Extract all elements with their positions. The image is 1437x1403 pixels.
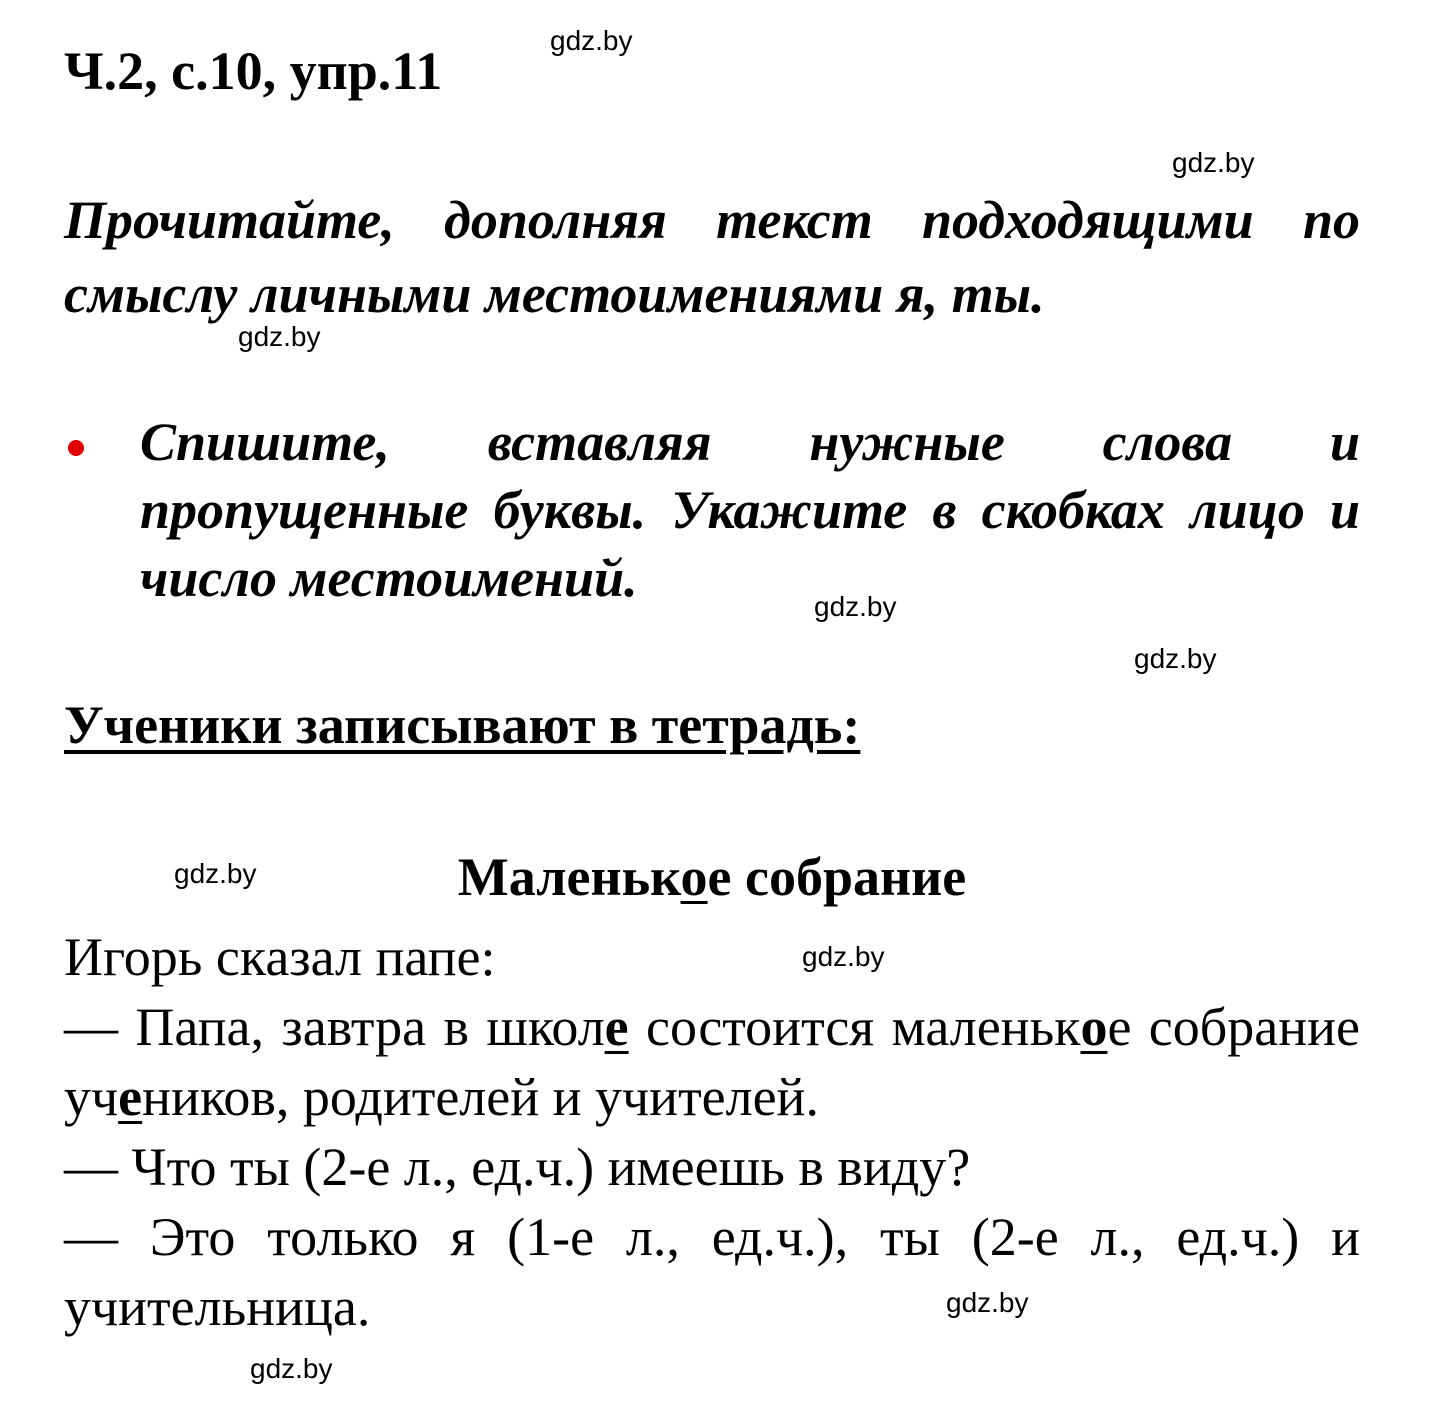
watermark: gdz.by bbox=[946, 1287, 1029, 1318]
watermark: gdz.by bbox=[250, 1353, 333, 1384]
bullet-dot-icon bbox=[68, 440, 84, 456]
task-instruction-read: Прочитайте, дополняя текст подходящими по смыслу личными местоимениями я, ты. bbox=[64, 190, 1360, 324]
watermark: gdz.by bbox=[814, 591, 897, 622]
answer-heading: Ученики записывают в тетрадь: bbox=[64, 695, 861, 755]
text-part: — Папа, завтра в школ bbox=[64, 997, 605, 1057]
watermark: gdz.by bbox=[1134, 643, 1217, 674]
story-line: Игорь сказал папе: bbox=[64, 927, 496, 987]
title-part: Маленьк bbox=[457, 847, 681, 907]
task-instruction-write: Спишите, вставляя нужные слова и пропущенные буквы. Укажите в скобках лицо и число местоимений. bbox=[140, 412, 1360, 608]
inserted-letter: о bbox=[680, 847, 708, 907]
inserted-letter: о bbox=[1080, 997, 1108, 1057]
text-part: ников, родителей и учителей. bbox=[142, 1067, 819, 1127]
story-text bbox=[64, 922, 1360, 1342]
story-line: — Это только я (1-е л., ед.ч.), ты (2-е л., ед.ч.) и учительница. bbox=[64, 1207, 1360, 1337]
watermark: gdz.by bbox=[174, 858, 257, 889]
exercise-title: Ч.2, с.10, упр.11 bbox=[64, 41, 443, 101]
watermark: gdz.by bbox=[550, 25, 633, 56]
story-line: — Что ты (2-е л., ед.ч.) имеешь в виду? bbox=[64, 1137, 971, 1197]
watermark: gdz.by bbox=[238, 321, 321, 352]
story-title bbox=[64, 842, 1360, 912]
watermark: gdz.by bbox=[1172, 147, 1255, 178]
inserted-letter: е bbox=[118, 1067, 143, 1127]
title-part: е собрание bbox=[707, 847, 967, 907]
watermark: gdz.by bbox=[802, 941, 885, 972]
text-part: состоится маленьк bbox=[628, 997, 1081, 1057]
story-line bbox=[64, 992, 1360, 1132]
inserted-letter: е bbox=[604, 997, 629, 1057]
text-part: е собрание уч bbox=[64, 997, 1360, 1127]
